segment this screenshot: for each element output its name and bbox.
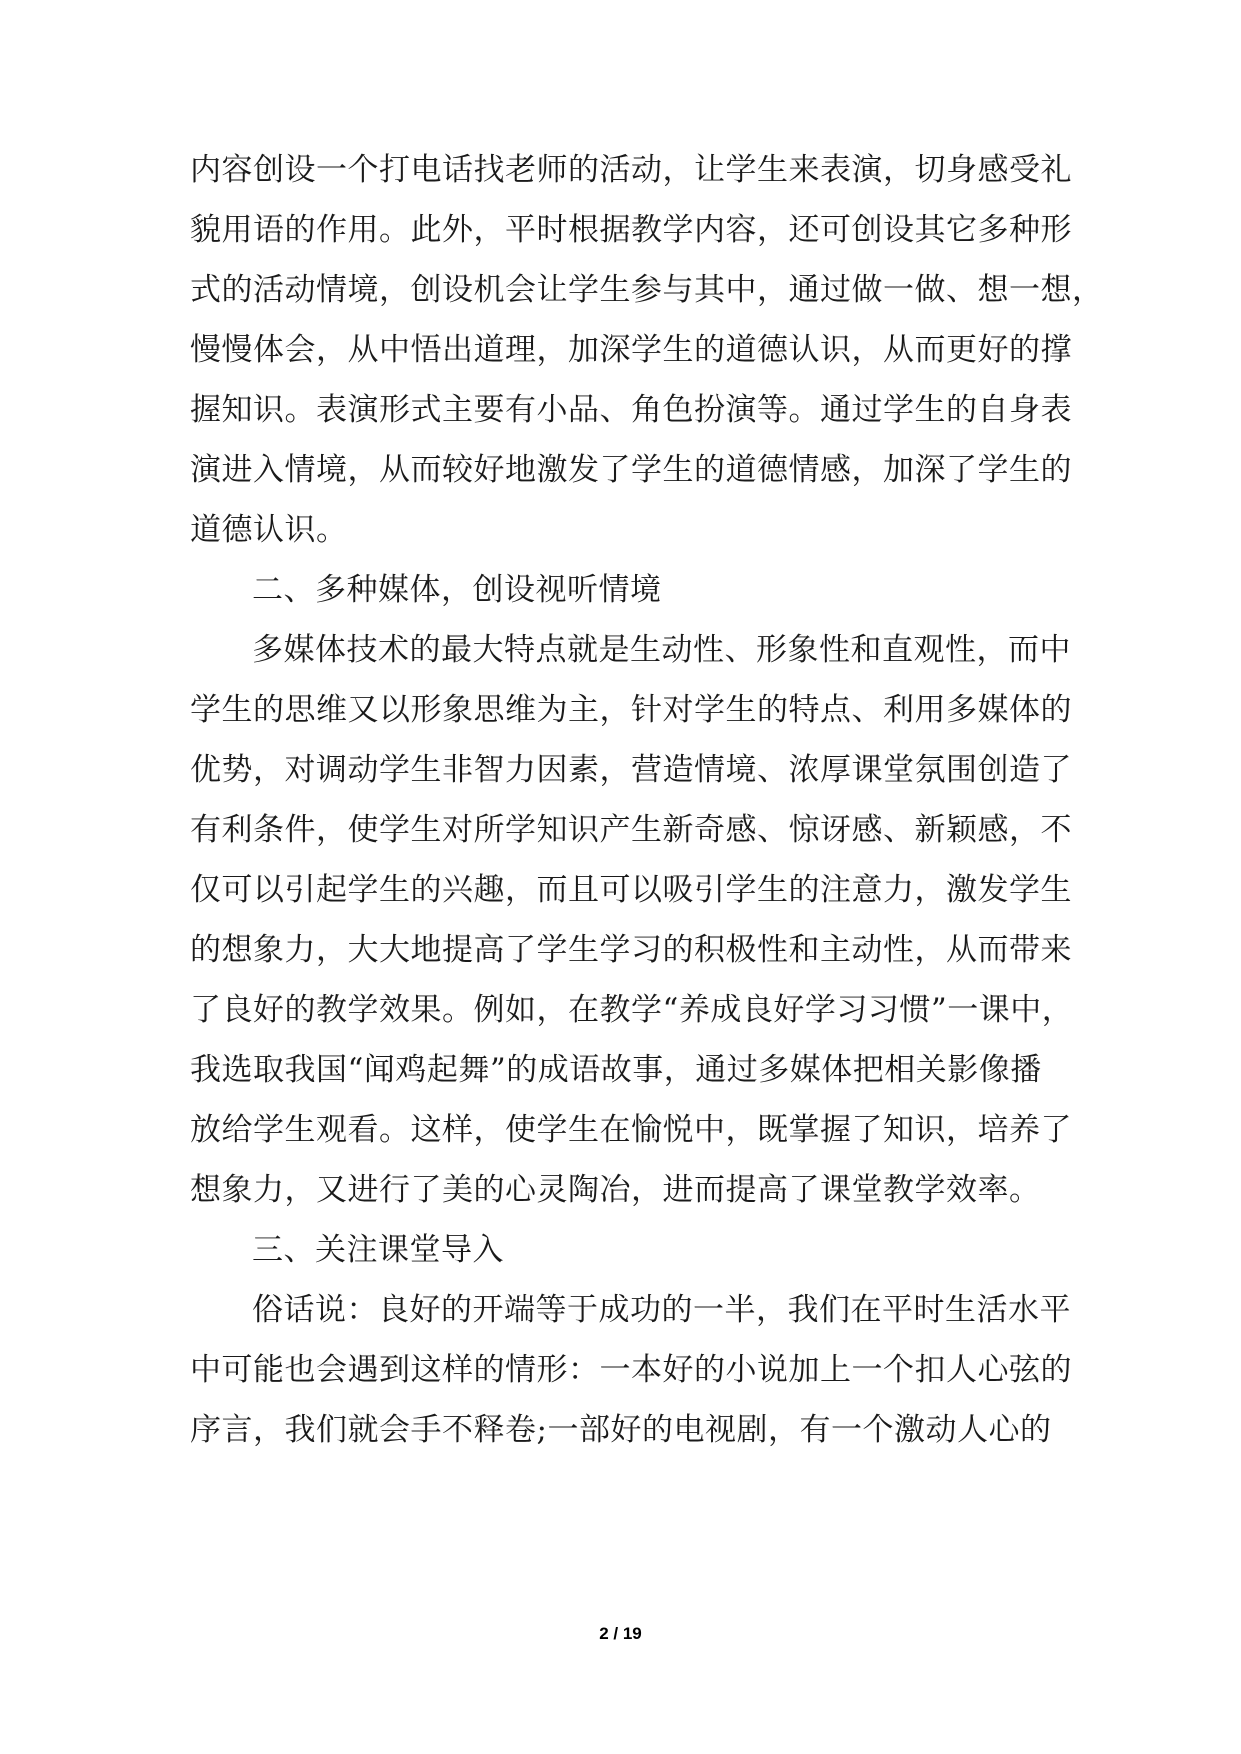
- text-line: 内容创设一个打电话找老师的活动，让学生来表演，切身感受礼: [190, 152, 1072, 188]
- text-line: 貌用语的作用。此外，平时根据教学内容，还可创设其它多种形: [190, 212, 1072, 248]
- text-line: 学生的思维又以形象思维为主，针对学生的特点、利用多媒体的: [190, 692, 1072, 728]
- page-number: 2 / 19: [599, 1624, 642, 1643]
- text-line: 道德认识。: [190, 512, 348, 548]
- text-line: 多媒体技术的最大特点就是生动性、形象性和直观性，而中: [252, 632, 1071, 668]
- text-line: 的想象力，大大地提高了学生学习的积极性和主动性，从而带来: [190, 932, 1072, 968]
- text-line: 中可能也会遇到这样的情形：一本好的小说加上一个扣人心弦的: [190, 1352, 1072, 1388]
- text-line: 式的活动情境，创设机会让学生参与其中，通过做一做、想一想，: [190, 272, 1104, 308]
- text-line: 了良好的教学效果。例如，在教学“养成良好学习习惯”一课中，: [190, 992, 1074, 1028]
- text-line: 有利条件，使学生对所学知识产生新奇感、惊讶感、新颖感，不: [190, 812, 1072, 848]
- text-line: 俗话说：良好的开端等于成功的一半，我们在平时生活水平: [252, 1292, 1071, 1328]
- text-line: 我选取我国“闻鸡起舞”的成语故事，通过多媒体把相关影像播: [190, 1052, 1042, 1088]
- text-line: 想象力，又进行了美的心灵陶冶，进而提高了课堂教学效率。: [190, 1172, 1041, 1208]
- section-heading: 二、多种媒体，创设视听情境: [252, 572, 662, 608]
- text-line: 慢慢体会，从中悟出道理，加深学生的道德认识，从而更好的撑: [190, 332, 1072, 368]
- text-line: 演进入情境，从而较好地激发了学生的道德情感，加深了学生的: [190, 452, 1072, 488]
- text-line: 序言，我们就会手不释卷;一部好的电视剧，有一个激动人心的: [190, 1412, 1052, 1448]
- text-line: 握知识。表演形式主要有小品、角色扮演等。通过学生的自身表: [190, 392, 1072, 428]
- section-heading: 三、关注课堂导入: [252, 1232, 504, 1268]
- text-line: 优势，对调动学生非智力因素，营造情境、浓厚课堂氛围创造了: [190, 752, 1072, 788]
- text-line: 放给学生观看。这样，使学生在愉悦中，既掌握了知识，培养了: [190, 1112, 1072, 1148]
- text-line: 仅可以引起学生的兴趣，而且可以吸引学生的注意力，激发学生: [190, 872, 1072, 908]
